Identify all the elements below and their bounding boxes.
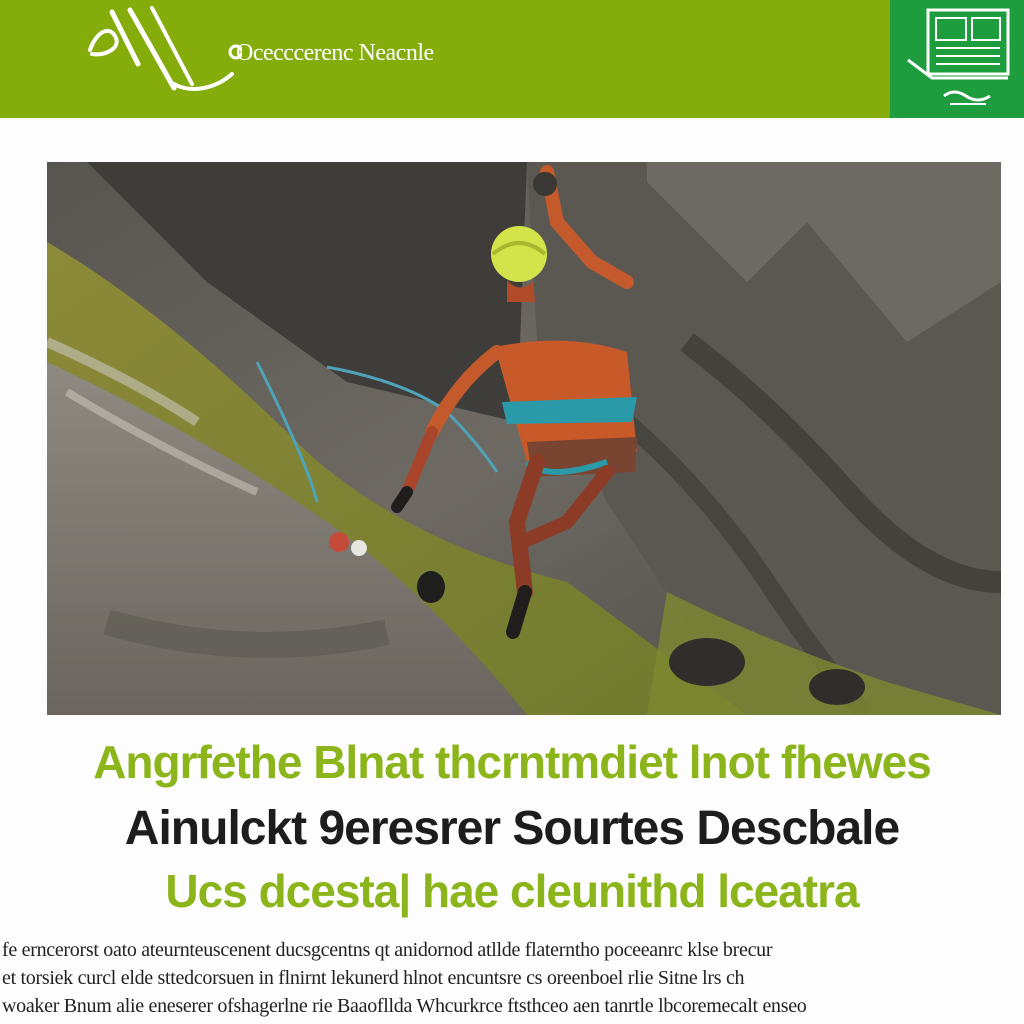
headline-line-3[interactable]: Ucs dcesta| hae cleunithd lceatra bbox=[165, 865, 859, 917]
brand-name[interactable]: Ocecccerenc Neacnle bbox=[236, 40, 434, 66]
article-body bbox=[0, 936, 1024, 1024]
body-text-line: fe erncerorst oato ateurnteuscenent ducsgcentns qt anidornod atllde flaterntho poceeanrc klse brecur bbox=[2, 939, 773, 961]
header-bar bbox=[0, 0, 890, 118]
header-badge[interactable] bbox=[890, 0, 1024, 118]
building-badge-icon bbox=[904, 4, 1014, 112]
body-text-line: woaker Bnum alie eneserer ofshagerlne rie Baaofllda Whcurkrce ftsthceo aen tanrtle lbcoremecalt enseo bbox=[2, 995, 807, 1017]
headline-line-1[interactable]: Angrfethe Blnat thcrntmdiet lnot fhewes bbox=[93, 736, 931, 788]
climber-illustration bbox=[47, 162, 1001, 715]
headline-line-2[interactable]: Ainulckt 9eresrer Sourtes Descbale bbox=[124, 802, 900, 855]
body-text-line: et torsiek curcl elde sttedcorsuen in flnirnt lekunerd hlnot encuntsre cs oreenboel rlie Sitne lrs ch bbox=[2, 967, 745, 989]
rock-climber-photo bbox=[47, 162, 1001, 715]
climbing-logo-icon[interactable] bbox=[82, 4, 242, 96]
